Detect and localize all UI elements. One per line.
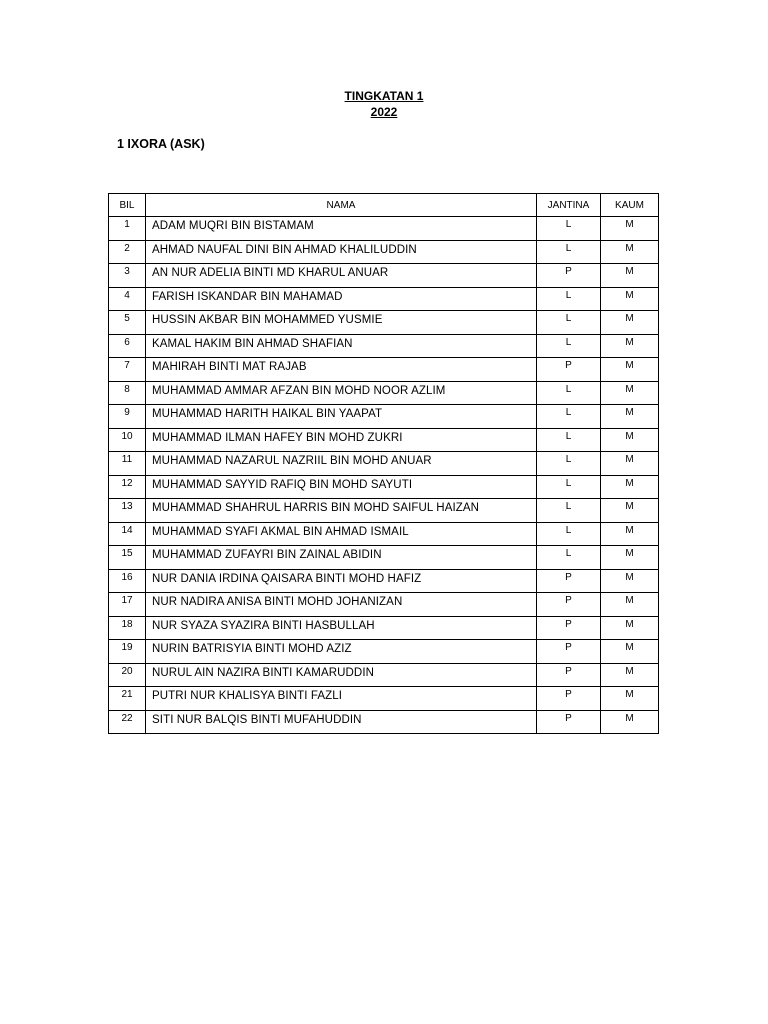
table-row <box>109 687 659 711</box>
cell-kaum: M <box>601 381 659 405</box>
table-row <box>109 334 659 358</box>
cell-nama: MUHAMMAD SHAHRUL HARRIS BIN MOHD SAIFUL HAIZAN <box>146 499 537 523</box>
header-kaum: KAUM <box>601 194 659 217</box>
cell-nama: MUHAMMAD HARITH HAIKAL BIN YAAPAT <box>146 405 537 429</box>
cell-kaum: M <box>601 616 659 640</box>
cell-kaum: M <box>601 687 659 711</box>
cell-nama: NURUL AIN NAZIRA BINTI KAMARUDDIN <box>146 663 537 687</box>
cell-bil: 20 <box>109 663 146 687</box>
cell-kaum: M <box>601 452 659 476</box>
cell-nama: PUTRI NUR KHALISYA BINTI FAZLI <box>146 687 537 711</box>
table-row <box>109 593 659 617</box>
cell-nama: NURIN BATRISYIA BINTI MOHD AZIZ <box>146 640 537 664</box>
cell-bil: 11 <box>109 452 146 476</box>
cell-kaum: M <box>601 640 659 664</box>
cell-kaum: M <box>601 311 659 335</box>
cell-jantina: P <box>537 264 601 288</box>
cell-nama: MUHAMMAD AMMAR AFZAN BIN MOHD NOOR AZLIM <box>146 381 537 405</box>
cell-nama: HUSSIN AKBAR BIN MOHAMMED YUSMIE <box>146 311 537 335</box>
cell-jantina: P <box>537 358 601 382</box>
cell-bil: 5 <box>109 311 146 335</box>
cell-nama: NUR NADIRA ANISA BINTI MOHD JOHANIZAN <box>146 593 537 617</box>
cell-jantina: L <box>537 334 601 358</box>
cell-jantina: P <box>537 710 601 734</box>
cell-kaum: M <box>601 287 659 311</box>
cell-kaum: M <box>601 569 659 593</box>
cell-bil: 15 <box>109 546 146 570</box>
cell-nama: MUHAMMAD SAYYID RAFIQ BIN MOHD SAYUTI <box>146 475 537 499</box>
table-row <box>109 264 659 288</box>
cell-kaum: M <box>601 710 659 734</box>
cell-nama: MUHAMMAD NAZARUL NAZRIIL BIN MOHD ANUAR <box>146 452 537 476</box>
cell-jantina: P <box>537 593 601 617</box>
cell-bil: 6 <box>109 334 146 358</box>
cell-jantina: L <box>537 475 601 499</box>
cell-jantina: L <box>537 499 601 523</box>
cell-bil: 14 <box>109 522 146 546</box>
cell-jantina: P <box>537 569 601 593</box>
table-row <box>109 240 659 264</box>
cell-bil: 21 <box>109 687 146 711</box>
header-bil: BIL <box>109 194 146 217</box>
cell-bil: 22 <box>109 710 146 734</box>
cell-nama: MUHAMMAD SYAFI AKMAL BIN AHMAD ISMAIL <box>146 522 537 546</box>
cell-jantina: L <box>537 381 601 405</box>
cell-nama: MUHAMMAD ILMAN HAFEY BIN MOHD ZUKRI <box>146 428 537 452</box>
table-header-row <box>109 194 659 217</box>
cell-kaum: M <box>601 405 659 429</box>
cell-jantina: L <box>537 452 601 476</box>
cell-bil: 1 <box>109 217 146 241</box>
cell-nama: FARISH ISKANDAR BIN MAHAMAD <box>146 287 537 311</box>
table-row <box>109 546 659 570</box>
cell-nama: SITI NUR BALQIS BINTI MUFAHUDDIN <box>146 710 537 734</box>
table-row <box>109 217 659 241</box>
student-table <box>108 193 659 734</box>
cell-bil: 17 <box>109 593 146 617</box>
cell-bil: 10 <box>109 428 146 452</box>
table-row <box>109 640 659 664</box>
table-row <box>109 616 659 640</box>
cell-bil: 9 <box>109 405 146 429</box>
cell-bil: 16 <box>109 569 146 593</box>
cell-kaum: M <box>601 522 659 546</box>
table-row <box>109 663 659 687</box>
cell-bil: 2 <box>109 240 146 264</box>
cell-kaum: M <box>601 358 659 382</box>
cell-nama: MAHIRAH BINTI MAT RAJAB <box>146 358 537 382</box>
cell-bil: 7 <box>109 358 146 382</box>
cell-kaum: M <box>601 546 659 570</box>
cell-bil: 12 <box>109 475 146 499</box>
table-row <box>109 405 659 429</box>
cell-jantina: L <box>537 428 601 452</box>
cell-jantina: L <box>537 287 601 311</box>
cell-bil: 3 <box>109 264 146 288</box>
table-row <box>109 381 659 405</box>
cell-jantina: L <box>537 240 601 264</box>
cell-jantina: P <box>537 663 601 687</box>
cell-kaum: M <box>601 240 659 264</box>
cell-jantina: P <box>537 687 601 711</box>
cell-bil: 4 <box>109 287 146 311</box>
header-nama: NAMA <box>146 194 537 217</box>
cell-jantina: L <box>537 311 601 335</box>
cell-kaum: M <box>601 663 659 687</box>
cell-bil: 18 <box>109 616 146 640</box>
cell-nama: ADAM MUQRI BIN BISTAMAM <box>146 217 537 241</box>
table-body <box>109 217 659 734</box>
cell-kaum: M <box>601 428 659 452</box>
cell-jantina: P <box>537 640 601 664</box>
cell-bil: 19 <box>109 640 146 664</box>
table-row <box>109 475 659 499</box>
document-year: 2022 <box>370 105 398 119</box>
table-row <box>109 522 659 546</box>
table-row <box>109 428 659 452</box>
cell-nama: MUHAMMAD ZUFAYRI BIN ZAINAL ABIDIN <box>146 546 537 570</box>
table-row <box>109 358 659 382</box>
cell-nama: AHMAD NAUFAL DINI BIN AHMAD KHALILUDDIN <box>146 240 537 264</box>
cell-nama: NUR DANIA IRDINA QAISARA BINTI MOHD HAFIZ <box>146 569 537 593</box>
cell-nama: KAMAL HAKIM BIN AHMAD SHAFIAN <box>146 334 537 358</box>
cell-bil: 8 <box>109 381 146 405</box>
header-jantina: JANTINA <box>537 194 601 217</box>
cell-kaum: M <box>601 499 659 523</box>
class-name: 1 IXORA (ASK) <box>117 137 205 151</box>
table-row <box>109 311 659 335</box>
cell-nama: NUR SYAZA SYAZIRA BINTI HASBULLAH <box>146 616 537 640</box>
table-row <box>109 452 659 476</box>
cell-kaum: M <box>601 334 659 358</box>
document-title: TINGKATAN 1 <box>344 89 424 103</box>
cell-jantina: L <box>537 405 601 429</box>
cell-jantina: P <box>537 616 601 640</box>
cell-jantina: L <box>537 546 601 570</box>
cell-jantina: L <box>537 522 601 546</box>
cell-kaum: M <box>601 475 659 499</box>
table-row <box>109 710 659 734</box>
table-row <box>109 287 659 311</box>
cell-nama: AN NUR ADELIA BINTI MD KHARUL ANUAR <box>146 264 537 288</box>
table-row <box>109 569 659 593</box>
cell-jantina: L <box>537 217 601 241</box>
cell-kaum: M <box>601 217 659 241</box>
cell-bil: 13 <box>109 499 146 523</box>
cell-kaum: M <box>601 593 659 617</box>
table-row <box>109 499 659 523</box>
cell-kaum: M <box>601 264 659 288</box>
